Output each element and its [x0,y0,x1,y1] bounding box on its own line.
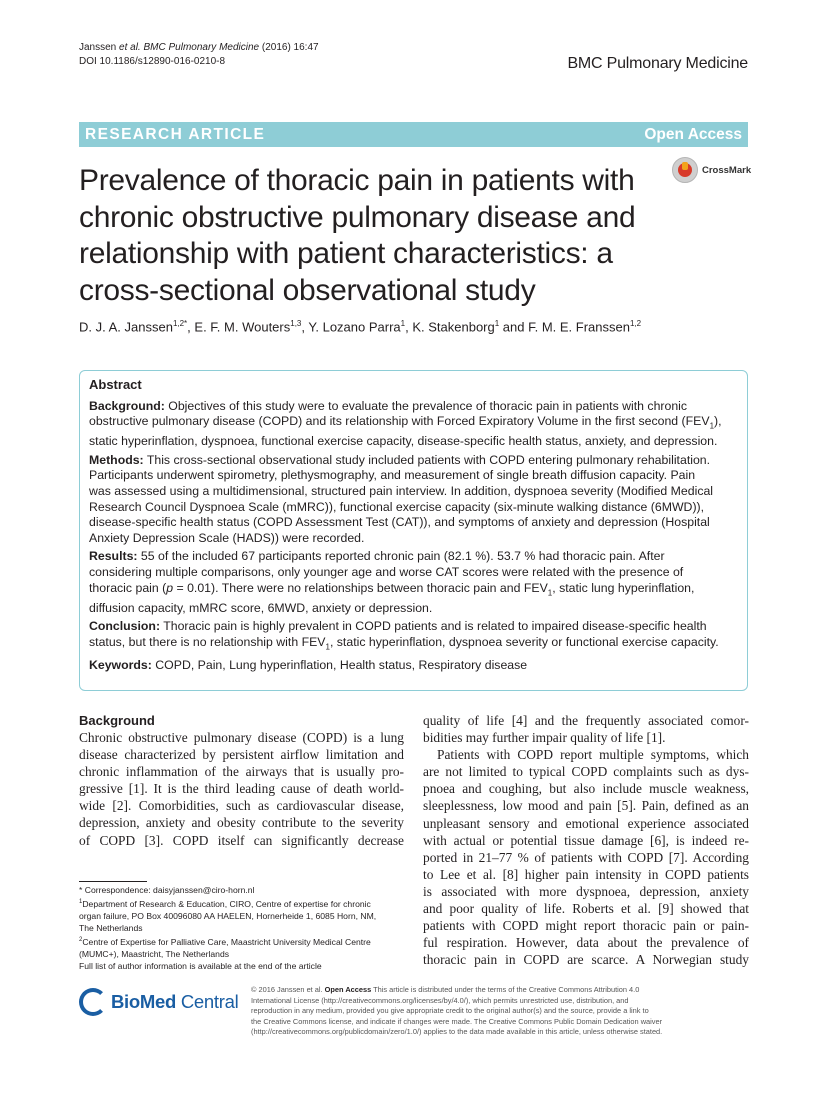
author-separator: , [405,319,413,335]
abstract-label: Conclusion: [89,619,161,634]
author-name: Y. Lozano Parra [308,319,401,335]
affiliation-line: The Netherlands [79,922,143,933]
body-line: depression, anxiety and obesity contribute to the severity [79,815,404,831]
abstract-line: Participants underwent spirometry, plethysmography, and measurement of single breath diffusion capacity. Pain [89,468,696,483]
crossmark-button[interactable] [672,155,752,185]
abstract-line [89,581,738,601]
abstract-methods [89,453,738,547]
body-line: pnoea and coughing, but also include muscle weakness, [423,781,749,797]
open-access-label: Open Access [644,125,742,143]
subscript: 1 [547,588,553,598]
abstract-results [89,549,738,616]
correspondence[interactable]: * Correspondence: daisyjanssen@ciro-horn.nl [79,885,255,895]
body-line: gressive [1]. It is the third leading cause of death world- [79,781,404,797]
license-line [251,985,751,996]
body-line: chronic inflammation of the airways that is usually pro- [79,764,404,780]
body-line: disease characterized by persistent airflow limitation and [79,747,404,763]
abstract-text: thoracic pain ( [89,580,167,595]
abstract-line: considering multiple comparisons, only younger age and worse CAT scores were related with the presence of [89,564,684,579]
abstract-label: Methods: [89,452,144,467]
abstract-text: p [166,580,174,595]
author-affiliation: 1,3 [290,319,302,328]
license-text: This article is distributed under the terms of the Creative Commons Attribution 4.0 [371,985,640,994]
crossmark-icon [672,157,698,183]
license-line: International License (http://creativecommons.org/licenses/by/4.0/), which permits unrestricted use, distribution, and [251,995,629,1005]
body-line: sleeplessness, low mood and pain [5]. Pain, defined as an [423,798,749,814]
abstract-conclusion [89,619,738,655]
abstract-text: ), [714,414,722,429]
affiliation-line [79,934,409,948]
license-open-access: Open Access [324,985,372,994]
body-line: thoracic pain in COPD are scarce. A Norwegian study [423,952,749,968]
body-column-left [79,712,404,849]
author-affiliation: 1,2 [629,319,642,328]
body-line: ported in 21–77 % of patients with COPD [7]. According [423,849,749,865]
abstract-line: diffusion capacity, mMRC score, 6MWD, anxiety or depression. [89,600,433,615]
abstract-text: 55 of the included 67 participants reported chronic pain (82.1 %). 53.7 % had thoracic pain. After [137,549,665,564]
publisher-name-bold: BioMed [111,991,177,1012]
full-list-note: Full list of author information is available at the end of the article [79,960,322,971]
abstract-label: Results: [89,549,138,564]
body-line: patients with COPD might report thoracic pain or pain- [423,918,749,934]
abstract-line: static hyperinflation, dyspnoea, functional exercise capacity, disease-specific health status, anxiety, and depression. [89,434,718,449]
abstract-heading: Abstract [89,377,142,392]
abstract-text: COPD, Pain, Lung hyperinflation, Health status, Respiratory disease [151,657,528,672]
body-column-right [423,712,749,968]
abstract-line [89,635,738,655]
license-line: (http://creativecommons.org/publicdomain/zero/1.0/) applies to the data made available in this article, unless otherwise stated. [251,1027,663,1037]
abstract-text: , static hyperinflation, dyspnoea severity or functional exercise capacity. [329,634,719,649]
abstract-text: = 0.01). There were no relationships between thoracic pain and FEV [173,580,548,595]
author-name: E. F. M. Wouters [194,319,291,335]
body-line: are not limited to typical COPD complaints such as dys- [423,764,749,780]
body-line: Patients with COPD report multiple symptoms, which [437,747,749,763]
title-line: cross-sectional observational study [79,273,536,307]
section-heading-background: Background [79,713,155,728]
abstract-line: was assessed using a multidimensional, structured pain interview. In addition, dyspnoea severity (Modified Medical [89,484,714,499]
author-list [79,319,641,334]
biomed-central-logo[interactable] [79,985,239,1019]
affiliation-number: 2 [79,936,83,943]
author-separator: and [499,319,529,335]
abstract-text: Thoracic pain is highly prevalent in COPD patients and is related to impaired disease-specific health [160,619,707,634]
abstract-text: Objectives of this study were to evaluate the prevalence of thoracic pain in patients with chronic [164,398,688,413]
abstract-line: Research Council Dyspnoea Scale (mMRC)), functional exercise capacity (six-minute walking distance (6MWD)), [89,499,705,514]
author-name: D. J. A. Janssen [79,319,173,335]
title-line: chronic obstructive pulmonary disease and [79,200,636,234]
publisher-name-regular: Central [176,991,239,1012]
citation-journal: et al. BMC Pulmonary Medicine [119,42,260,53]
body-line: bidities may further impair quality of life [1]. [423,730,666,746]
abstract-text: , static lung hyperinflation, [552,580,695,595]
license-line: reproduction in any medium, provided you give appropriate credit to the original author(s) and the source, provide a link to [251,1006,649,1016]
license-line: the Creative Commons license, and indicate if changes were made. The Creative Commons Public Domain Dedication waiver [251,1016,663,1026]
author-separator: , [301,319,309,335]
journal-name: BMC Pulmonary Medicine [567,55,748,72]
license-text: © 2016 Janssen et al. [251,985,325,994]
body-line: with actual or potential tissue damage [6], is indeed re- [423,832,749,848]
abstract-box [79,370,748,691]
abstract-text: This cross-sectional observational study included patients with COPD entering pulmonary rehabilitation. [143,452,711,467]
author-name: K. Stakenborg [412,319,495,335]
affiliation-line: organ failure, PO Box 40096080 AA HAELEN, Hornerheide 1, 6085 Horn, NM, [79,910,377,921]
author-separator: , [187,319,195,335]
abstract-line [89,453,738,469]
body-line: ful respiration. However, data about the prevalence of [423,935,749,951]
body-line: wide [2]. Comorbidities, such as cardiovascular disease, [79,798,404,814]
body-line: to Lee et al. [8] higher pain intensity in COPD patients [423,866,749,882]
footnotes [79,884,409,972]
title-line: Prevalence of thoracic pain in patients with [79,164,635,197]
abstract-line: Anxiety Depression Scale (HADS)) were recorded. [89,530,365,545]
citation-authors: Janssen [79,42,120,53]
citation-volume: (2016) 16:47 [259,42,319,53]
author-affiliation: 1 [494,319,500,328]
title-line: relationship with patient characteristics: a [79,237,613,270]
body-line: and poor quality of life. Roberts et al. [9] showed that [423,901,749,917]
abstract-text: status, but there is no relationship with FEV [89,634,326,649]
subscript: 1 [709,421,715,431]
citation-line [79,41,319,55]
publisher-name [111,991,238,1013]
abstract-line [89,399,738,415]
subscript: 1 [325,642,330,652]
abstract-line [89,658,738,674]
crossmark-label: CrossMark [702,164,752,176]
article-title [79,163,669,309]
abstract-line: disease-specific health status (COPD Assessment Test (CAT)), and symptoms of anxiety and depression (Hospital [89,515,710,530]
footnote-divider [79,881,147,882]
abstract-text: obstructive pulmonary disease (COPD) and its relationship with Forced Expiratory Volume in the first second (FEV [89,414,710,429]
body-line: of COPD [3]. COPD itself can significantly decrease [79,832,404,848]
author-affiliation: 1 [400,319,406,328]
affiliation-text: Centre of Expertise for Palliative Care, Maastricht University Medical Centre [82,936,371,947]
biomed-central-logo-icon [79,988,107,1016]
affiliation-number: 1 [79,899,83,905]
license-statement [251,985,751,1038]
body-line: unpleasant sensory and emotional experience associated [423,815,749,831]
abstract-keywords [89,658,738,674]
author-name: F. M. E. Franssen [528,319,630,335]
abstract-label: Background: [89,398,165,413]
abstract-label: Keywords: [89,657,152,672]
affiliation-line [79,896,409,910]
abstract-line [89,549,738,565]
abstract-background [89,399,738,450]
article-type-banner [79,122,748,147]
abstract-line [89,619,738,635]
affiliation-line: (MUMC+), Maastricht, The Netherlands [79,948,230,959]
body-line: is associated with more dyspnoea, depression, anxiety [423,883,749,899]
body-line: Chronic obstructive pulmonary disease (COPD) is a lung [79,730,404,745]
author-affiliation: 1,2* [172,319,188,328]
abstract-line [89,414,738,434]
doi[interactable]: DOI 10.1186/s12890-016-0210-8 [79,56,226,67]
article-type-label: RESEARCH ARTICLE [85,125,266,143]
body-line: quality of life [4] and the frequently associated comor- [423,713,749,728]
citation-block [79,41,319,69]
affiliation-text: Department of Research & Education, CIRO, Centre of expertise for chronic [82,898,371,909]
